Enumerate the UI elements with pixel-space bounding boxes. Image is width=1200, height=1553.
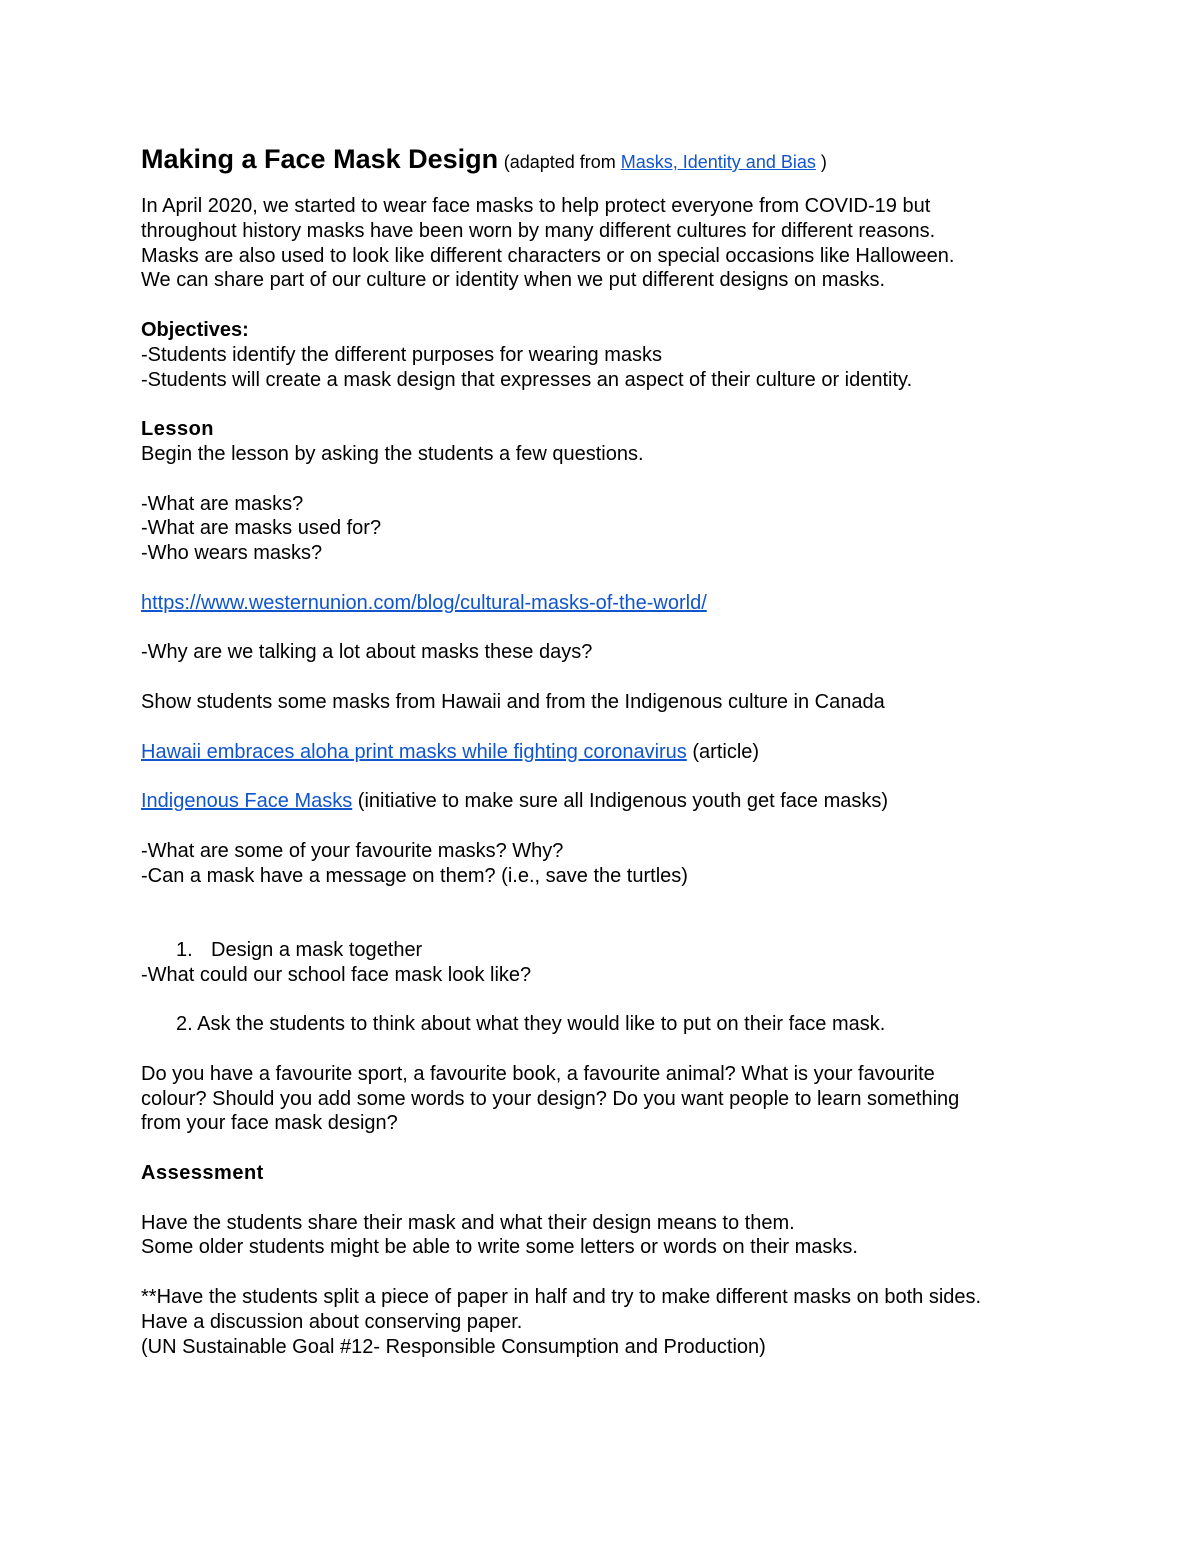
why-question: -Why are we talking a lot about masks these days? (141, 641, 593, 664)
objective-item-1: -Students identify the different purposes for wearing masks (141, 343, 663, 366)
title-note-prefix: (adapted from (503, 152, 621, 172)
prompt-line-2: colour? Should you add some words to your design? Do you want people to learn something (141, 1087, 960, 1110)
intro-line-4: We can share part of our culture or identity when we put different designs on masks. (141, 269, 886, 292)
extension-line-3: (UN Sustainable Goal #12- Responsible Consumption and Production) (141, 1335, 766, 1358)
document-page (141, 142, 1071, 1359)
title-line (141, 142, 1071, 179)
assessment-heading: Assessment (141, 1162, 264, 1185)
prompt-line-1: Do you have a favourite sport, a favourite book, a favourite animal? What is your favourite (141, 1062, 935, 1085)
assessment-line-1: Have the students share their mask and what their design means to them. (141, 1211, 795, 1234)
hawaii-note: (article) (686, 740, 760, 763)
lesson-heading: Lesson (141, 418, 215, 441)
step-1-question: -What could our school face mask look like? (141, 963, 532, 986)
show-students-text: Show students some masks from Hawaii and from the Indigenous culture in Canada (141, 690, 885, 713)
objective-item-2: -Students will create a mask design that expresses an aspect of their culture or identity. (141, 368, 913, 391)
step-2: 2. Ask the students to think about what they would like to put on their face mask. (176, 1013, 886, 1036)
extension-line-1: **Have the students split a piece of paper in half and try to make different masks on both sides. (141, 1286, 982, 1309)
western-union-masks-link[interactable]: https://www.westernunion.com/blog/cultural-masks-of-the-world/ (141, 591, 707, 614)
hawaii-masks-link[interactable]: Hawaii embraces aloha print masks while fighting coronavirus (141, 740, 687, 763)
extension-line-2: Have a discussion about conserving paper. (141, 1310, 523, 1333)
assessment-line-2: Some older students might be able to write some letters or words on their masks. (141, 1236, 858, 1259)
objectives-heading: Objectives: (141, 318, 249, 341)
question-1: -What are masks? (141, 492, 304, 515)
title-note-suffix: ) (815, 152, 827, 172)
intro-line-3: Masks are also used to look like different characters or on special occasions like Halloween. (141, 244, 955, 267)
favourite-question-2: -Can a mask have a message on them? (i.e., save the turtles) (141, 864, 688, 887)
step-1 (141, 938, 1071, 963)
question-3: -Who wears masks? (141, 542, 323, 565)
favourite-question-1: -What are some of your favourite masks? Why? (141, 839, 564, 862)
document-title: Making a Face Mask Design (141, 144, 499, 174)
step-1-number: 1. (176, 938, 193, 961)
intro-line-1: In April 2020, we started to wear face masks to help protect everyone from COVID-19 but (141, 195, 931, 217)
intro-line-2: throughout history masks have been worn by many different cultures for different reasons. (141, 219, 936, 242)
lesson-intro: Begin the lesson by asking the students a few questions. (141, 442, 644, 465)
step-1-text: Design a mask together (211, 938, 423, 961)
question-2: -What are masks used for? (141, 517, 382, 540)
masks-identity-bias-link[interactable]: Masks, Identity and Bias (620, 152, 816, 172)
prompt-line-3: from your face mask design? (141, 1112, 398, 1135)
indigenous-note: (initiative to make sure all Indigenous youth get face masks) (352, 790, 889, 813)
indigenous-face-masks-link[interactable]: Indigenous Face Masks (141, 790, 353, 813)
